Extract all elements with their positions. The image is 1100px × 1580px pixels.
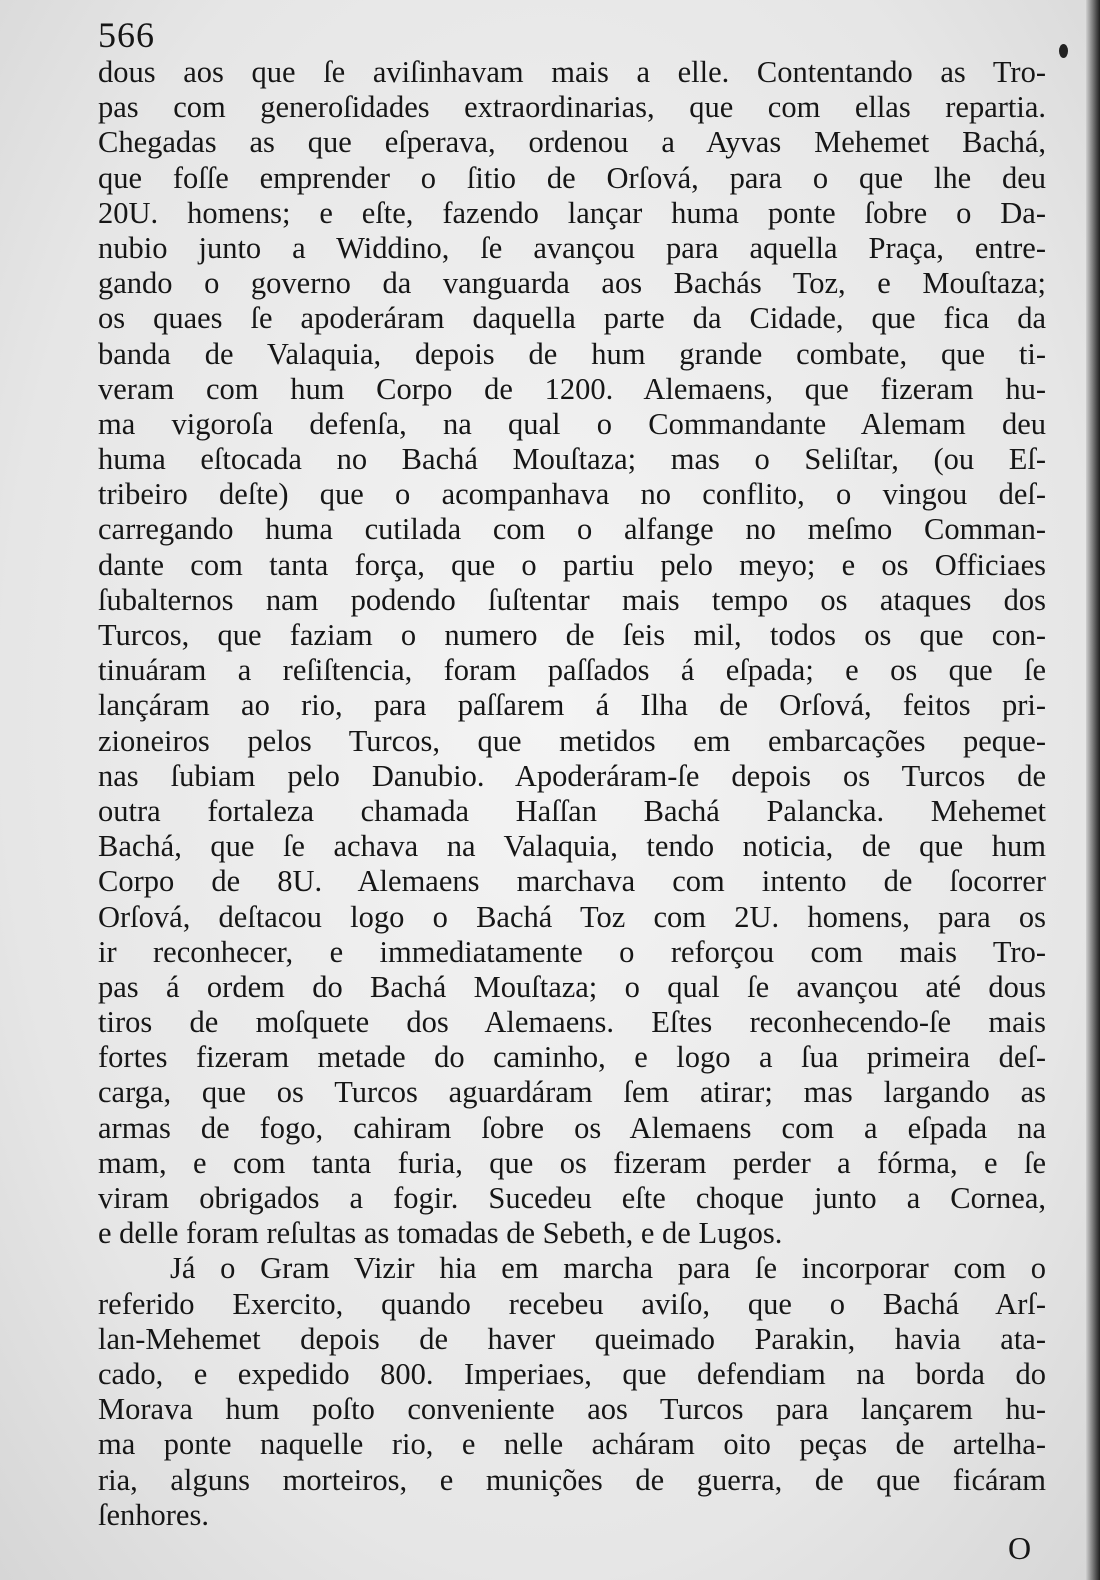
text-line: Orſová, deſtacou logo o Bachá Toz com 2U. homens, para os bbox=[98, 899, 1046, 934]
text-line: zioneiros pelos Turcos, que metidos em embarcações peque- bbox=[98, 723, 1046, 758]
text-line: dous aos que ſe aviſinhavam mais a elle. Contentando as Tro- bbox=[98, 55, 1046, 89]
text-line: viram obrigados a fogir. Sucedeu eſte choque junto a Cornea, bbox=[98, 1181, 1046, 1215]
text-line: que foſſe emprender o ſitio de Orſová, para o que lhe deu bbox=[98, 160, 1046, 195]
ink-blot bbox=[1059, 44, 1068, 58]
text-line: lançáram ao rio, para paſſarem á Ilha de Orſová, feitos pri- bbox=[98, 688, 1046, 723]
text-line: ſubalternos nam podendo ſuſtentar mais tempo os ataques dos bbox=[98, 582, 1046, 617]
text-line: outra fortaleza chamada Haſſan Bachá Palancka. Mehemet bbox=[98, 793, 1046, 828]
text-line: carga, que os Turcos aguardáram ſem atirar; mas largando as bbox=[98, 1075, 1046, 1110]
text-line: tribeiro deſte) que o acompanhava no conflito, o vingou deſ- bbox=[98, 477, 1046, 512]
text-line: os quaes ſe apoderáram daquella parte da Cidade, que fica da bbox=[98, 301, 1046, 336]
text-line: huma eſtocada no Bachá Mouſtaza; mas o Seliſtar, (ou Eſ- bbox=[98, 442, 1046, 477]
text-line: 20U. homens; e eſte, fazendo lançar huma ponte ſobre o Da- bbox=[98, 195, 1046, 230]
text-line: mam, e com tanta furia, que os fizeram perder a fórma, e ſe bbox=[98, 1145, 1046, 1180]
text-line: Morava hum poſto conveniente aos Turcos para lançarem hu- bbox=[98, 1392, 1046, 1427]
text-line: Chegadas as que eſperava, ordenou a Ayvas Mehemet Bachá, bbox=[98, 125, 1046, 160]
text-line: lan-Mehemet depois de haver queimado Parakin, havia ata- bbox=[98, 1321, 1046, 1356]
text-line: Turcos, que faziam o numero de ſeis mil, todos os que con- bbox=[98, 618, 1046, 652]
text-line: pas á ordem do Bachá Mouſtaza; o qual ſe avançou até dous bbox=[98, 969, 1046, 1004]
text-line: fortes fizeram metade do caminho, e logo a ſua primeira deſ- bbox=[98, 1040, 1046, 1075]
paragraph-start-line: Já o Gram Vizir hia em marcha para ſe incorporar com o bbox=[170, 1251, 1046, 1286]
text-line: tiros de moſquete dos Alemaens. Eſtes reconhecendo-ſe mais bbox=[98, 1005, 1046, 1040]
text-line: armas de fogo, cahiram ſobre os Alemaens com a eſpada na bbox=[98, 1110, 1046, 1145]
text-line: tinuáram a reſiſtencia, foram paſſados á eſpada; e os que ſe bbox=[98, 653, 1046, 688]
text-line: carregando huma cutilada com o alfange no meſmo Comman- bbox=[98, 512, 1046, 547]
text-line: nubio junto a Widdino, ſe avançou para aquella Praça, entre- bbox=[98, 230, 1046, 265]
text-line: ma vigoroſa defenſa, na qual o Commandante Alemam deu bbox=[98, 406, 1046, 441]
text-line: pas com generoſidades extraordinarias, que com ellas repartia. bbox=[98, 90, 1046, 125]
text-line: e delle foram reſultas as tomadas de Sebeth, e de Lugos. bbox=[98, 1216, 783, 1251]
text-line: cado, e expedido 800. Imperiaes, que defendiam na borda do bbox=[98, 1356, 1046, 1391]
text-line: nas ſubiam pelo Danubio. Apoderáram-ſe depois os Turcos de bbox=[98, 758, 1046, 793]
text-line: referido Exercito, quando recebeu aviſo, que o Bachá Arſ- bbox=[98, 1286, 1046, 1321]
text-line: ma ponte naquelle rio, e nelle acháram oito peças de artelha- bbox=[98, 1427, 1046, 1462]
page-edge-shadow bbox=[1086, 0, 1100, 1580]
body-text bbox=[98, 55, 1046, 1533]
text-line: dante com tanta força, que o partiu pelo meyo; e os Officiaes bbox=[98, 547, 1046, 582]
text-line: Corpo de 8U. Alemaens marchava com intento de ſocorrer bbox=[98, 864, 1046, 899]
text-line: ſenhores. bbox=[98, 1497, 209, 1532]
text-line: ria, alguns morteiros, e munições de guerra, de que ficáram bbox=[98, 1462, 1046, 1497]
catchword: O bbox=[1008, 1530, 1032, 1566]
text-line: veram com hum Corpo de 1200. Alemaens, que fizeram hu- bbox=[98, 371, 1046, 406]
text-line: ir reconhecer, e immediatamente o reforçou com mais Tro- bbox=[98, 934, 1046, 969]
text-line: gando o governo da vanguarda aos Bachás Toz, e Mouſtaza; bbox=[98, 266, 1046, 301]
text-line: Bachá, que ſe achava na Valaquia, tendo noticia, de que hum bbox=[98, 829, 1046, 864]
page-number: 566 bbox=[98, 15, 155, 55]
text-line: banda de Valaquia, depois de hum grande combate, que ti- bbox=[98, 336, 1046, 371]
